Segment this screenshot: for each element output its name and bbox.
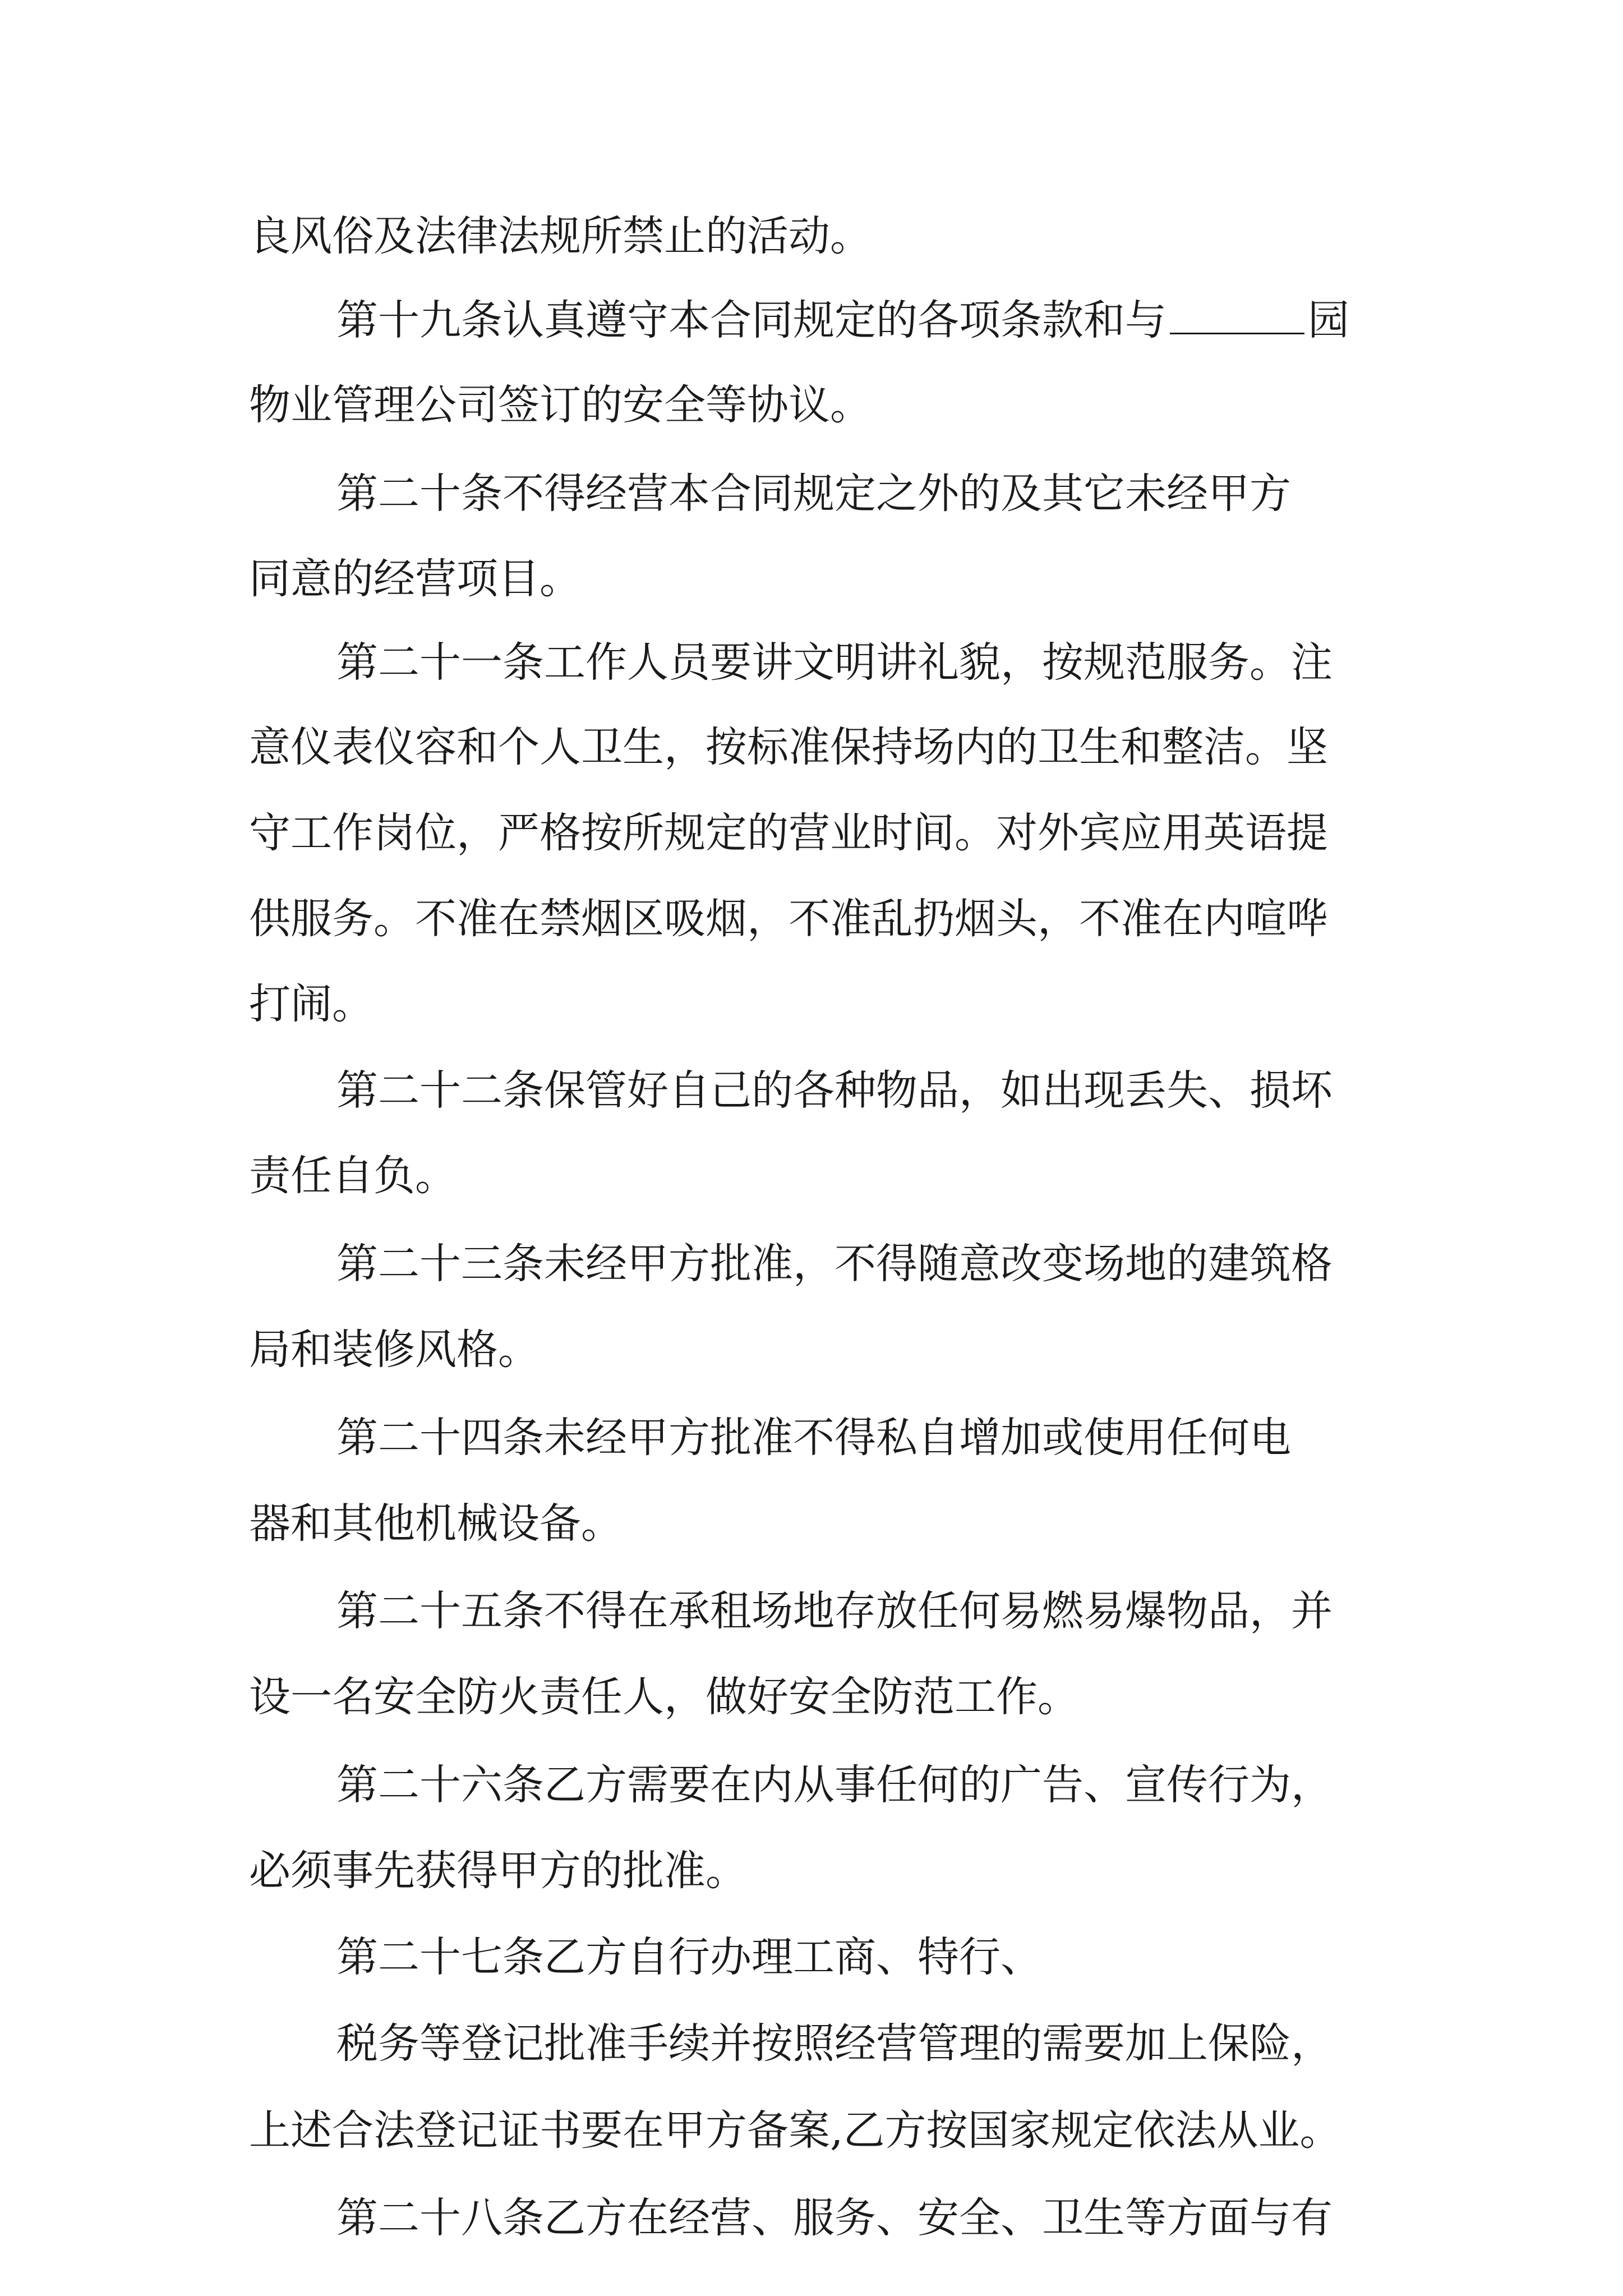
text-line: 必须事先获得甲方的批准。	[249, 1847, 747, 1895]
text-line: 守工作岗位，严格按所规定的营业时间。对外宾应用英语提	[249, 809, 1328, 857]
text-line: 局和装修风格。	[249, 1326, 540, 1374]
text-line	[336, 281, 1349, 360]
text-line: 第二十六条乙方需要在内从事任何的广告、宣传行为，	[336, 1761, 1332, 1809]
text-segment: 第十九条认真遵守本合同规定的各项条款和与	[336, 296, 1166, 344]
text-line: 第二十二条保管好自己的各种物品，如出现丢失、损坏	[336, 1066, 1332, 1115]
text-line: 打闹。	[249, 980, 374, 1028]
text-line: 器和其他机械设备。	[249, 1499, 623, 1548]
text-line: 同意的经营项目。	[249, 555, 581, 603]
text-line: 上述合法登记证书要在甲方备案,乙方按国家规定依法从业。	[249, 2106, 1341, 2155]
fill-in-blank	[1170, 288, 1304, 334]
text-line: 第二十五条不得在承租场地存放任何易燃易爆物品，并	[336, 1587, 1332, 1635]
text-line: 物业管理公司签订的安全等协议。	[249, 381, 872, 429]
text-line: 第二十七条乙方自行办理工商、特行、	[336, 1933, 1042, 1981]
text-line: 第二十八条乙方在经营、服务、安全、卫生等方面与有	[336, 2194, 1332, 2242]
text-line: 税务等登记批准手续并按照经营管理的需要加上保险，	[336, 2019, 1332, 2068]
text-line: 第二十三条未经甲方批准，不得随意改变场地的建筑格	[336, 1240, 1332, 1288]
text-line: 第二十条不得经营本合同规定之外的及其它未经甲方	[336, 470, 1291, 518]
text-line: 良风俗及法律法规所禁止的活动。	[249, 212, 872, 260]
text-segment: 园	[1308, 296, 1349, 344]
text-line: 第二十一条工作人员要讲文明讲礼貌，按规范服务。注	[336, 638, 1332, 687]
text-line: 意仪表仪容和个人卫生，按标准保持场内的卫生和整洁。坚	[249, 723, 1328, 771]
text-line: 第二十四条未经甲方批准不得私自增加或使用任何电	[336, 1414, 1291, 1462]
text-line: 供服务。不准在禁烟区吸烟，不准乱扔烟头，不准在内喧哗	[249, 895, 1328, 943]
text-line: 设一名安全防火责任人，做好安全防范工作。	[249, 1673, 1079, 1721]
text-line: 责任自负。	[249, 1152, 457, 1200]
